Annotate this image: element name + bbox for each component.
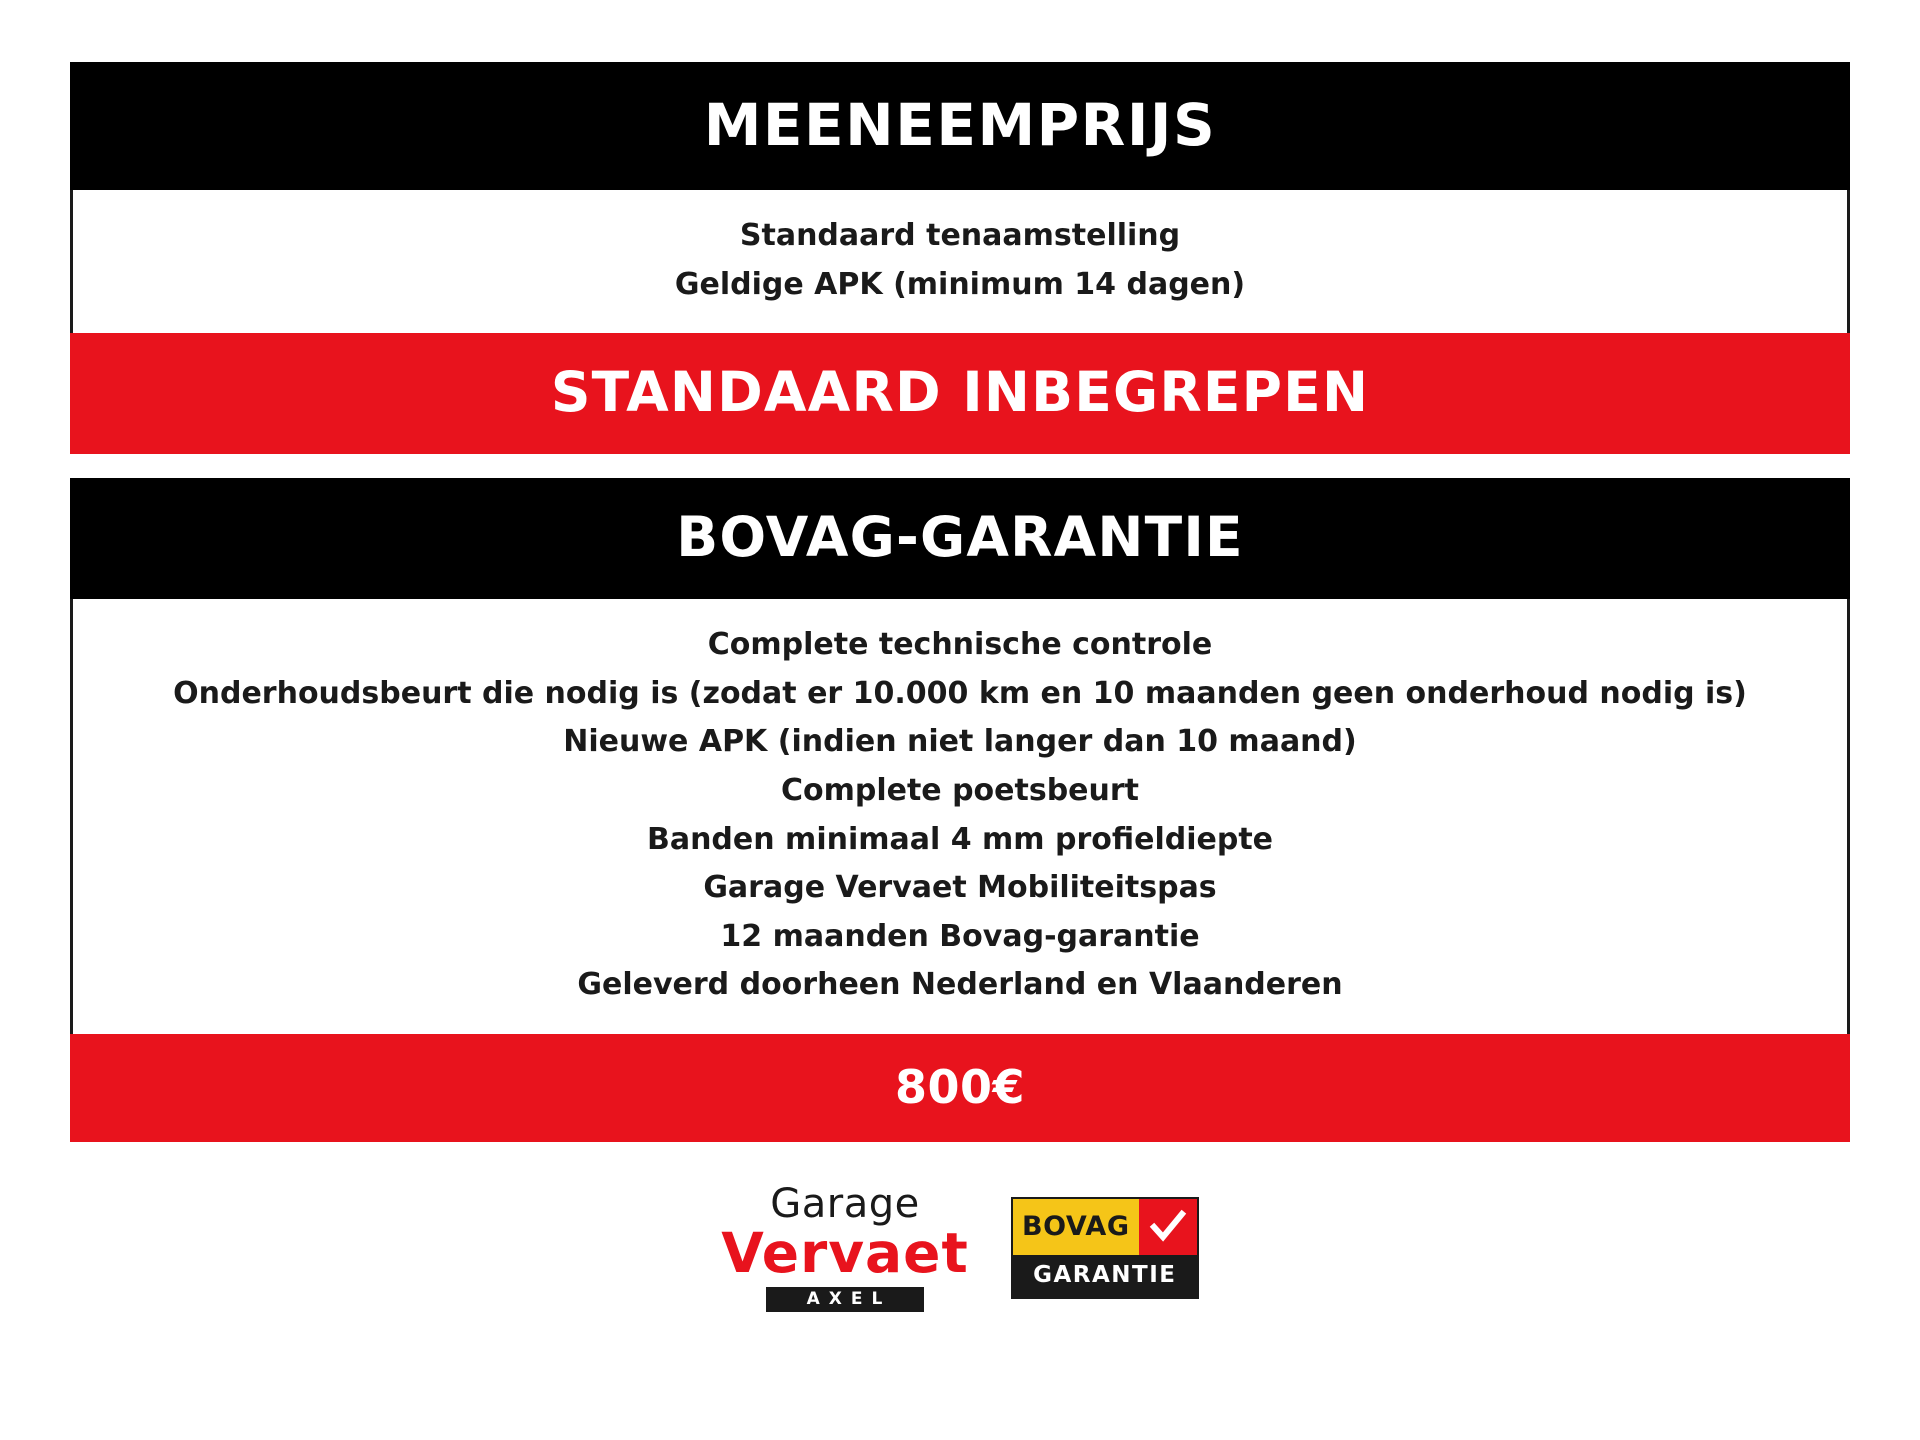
warranty-line: Garage Vervaet Mobiliteitspas — [703, 870, 1217, 906]
checkmark-icon — [1139, 1199, 1197, 1255]
takeaway-line: Standaard tenaamstelling — [739, 218, 1181, 253]
bovag-logo-name-text: BOVAG — [1013, 1199, 1139, 1255]
section-divider — [70, 454, 1850, 478]
bovag-logo-top — [1013, 1199, 1197, 1255]
warranty-line: Complete poetsbeurt — [780, 772, 1140, 808]
warranty-line: Onderhoudsbeurt die nodig is (zodat er 10.000 km en 10 maanden geen onderhoud nodig is) — [173, 675, 1747, 711]
standard-included-banner: STANDAARD INBEGREPEN — [70, 333, 1850, 454]
bovag-logo-sub-text: GARANTIE — [1013, 1255, 1197, 1297]
bovag-warranty-header: BOVAG-GARANTIE — [70, 478, 1850, 599]
logo-row — [70, 1180, 1850, 1312]
vervaet-logo-city-text: AXEL — [766, 1287, 924, 1312]
warranty-line: Nieuwe APK (indien niet langer dan 10 maand) — [563, 724, 1357, 760]
warranty-price-banner: 800€ — [70, 1034, 1850, 1142]
takeaway-price-header: MEENEEMPRIJS — [70, 62, 1850, 190]
warranty-line: 12 maanden Bovag-garantie — [720, 918, 1200, 954]
warranty-line: Geleverd doorheen Nederland en Vlaanderen — [577, 967, 1343, 1003]
warranty-line: Banden minimaal 4 mm profieldiepte — [646, 821, 1274, 857]
bovag-warranty-body — [70, 599, 1850, 1034]
vervaet-logo-name-text: Vervaet — [721, 1220, 969, 1285]
warranty-line: Complete technische controle — [707, 627, 1213, 663]
bovag-garantie-logo — [1011, 1197, 1199, 1299]
takeaway-line: Geldige APK (minimum 14 dagen) — [674, 266, 1246, 302]
vervaet-logo-garage-text: Garage — [770, 1180, 920, 1227]
takeaway-price-body — [70, 190, 1850, 333]
garage-vervaet-logo — [721, 1180, 969, 1312]
